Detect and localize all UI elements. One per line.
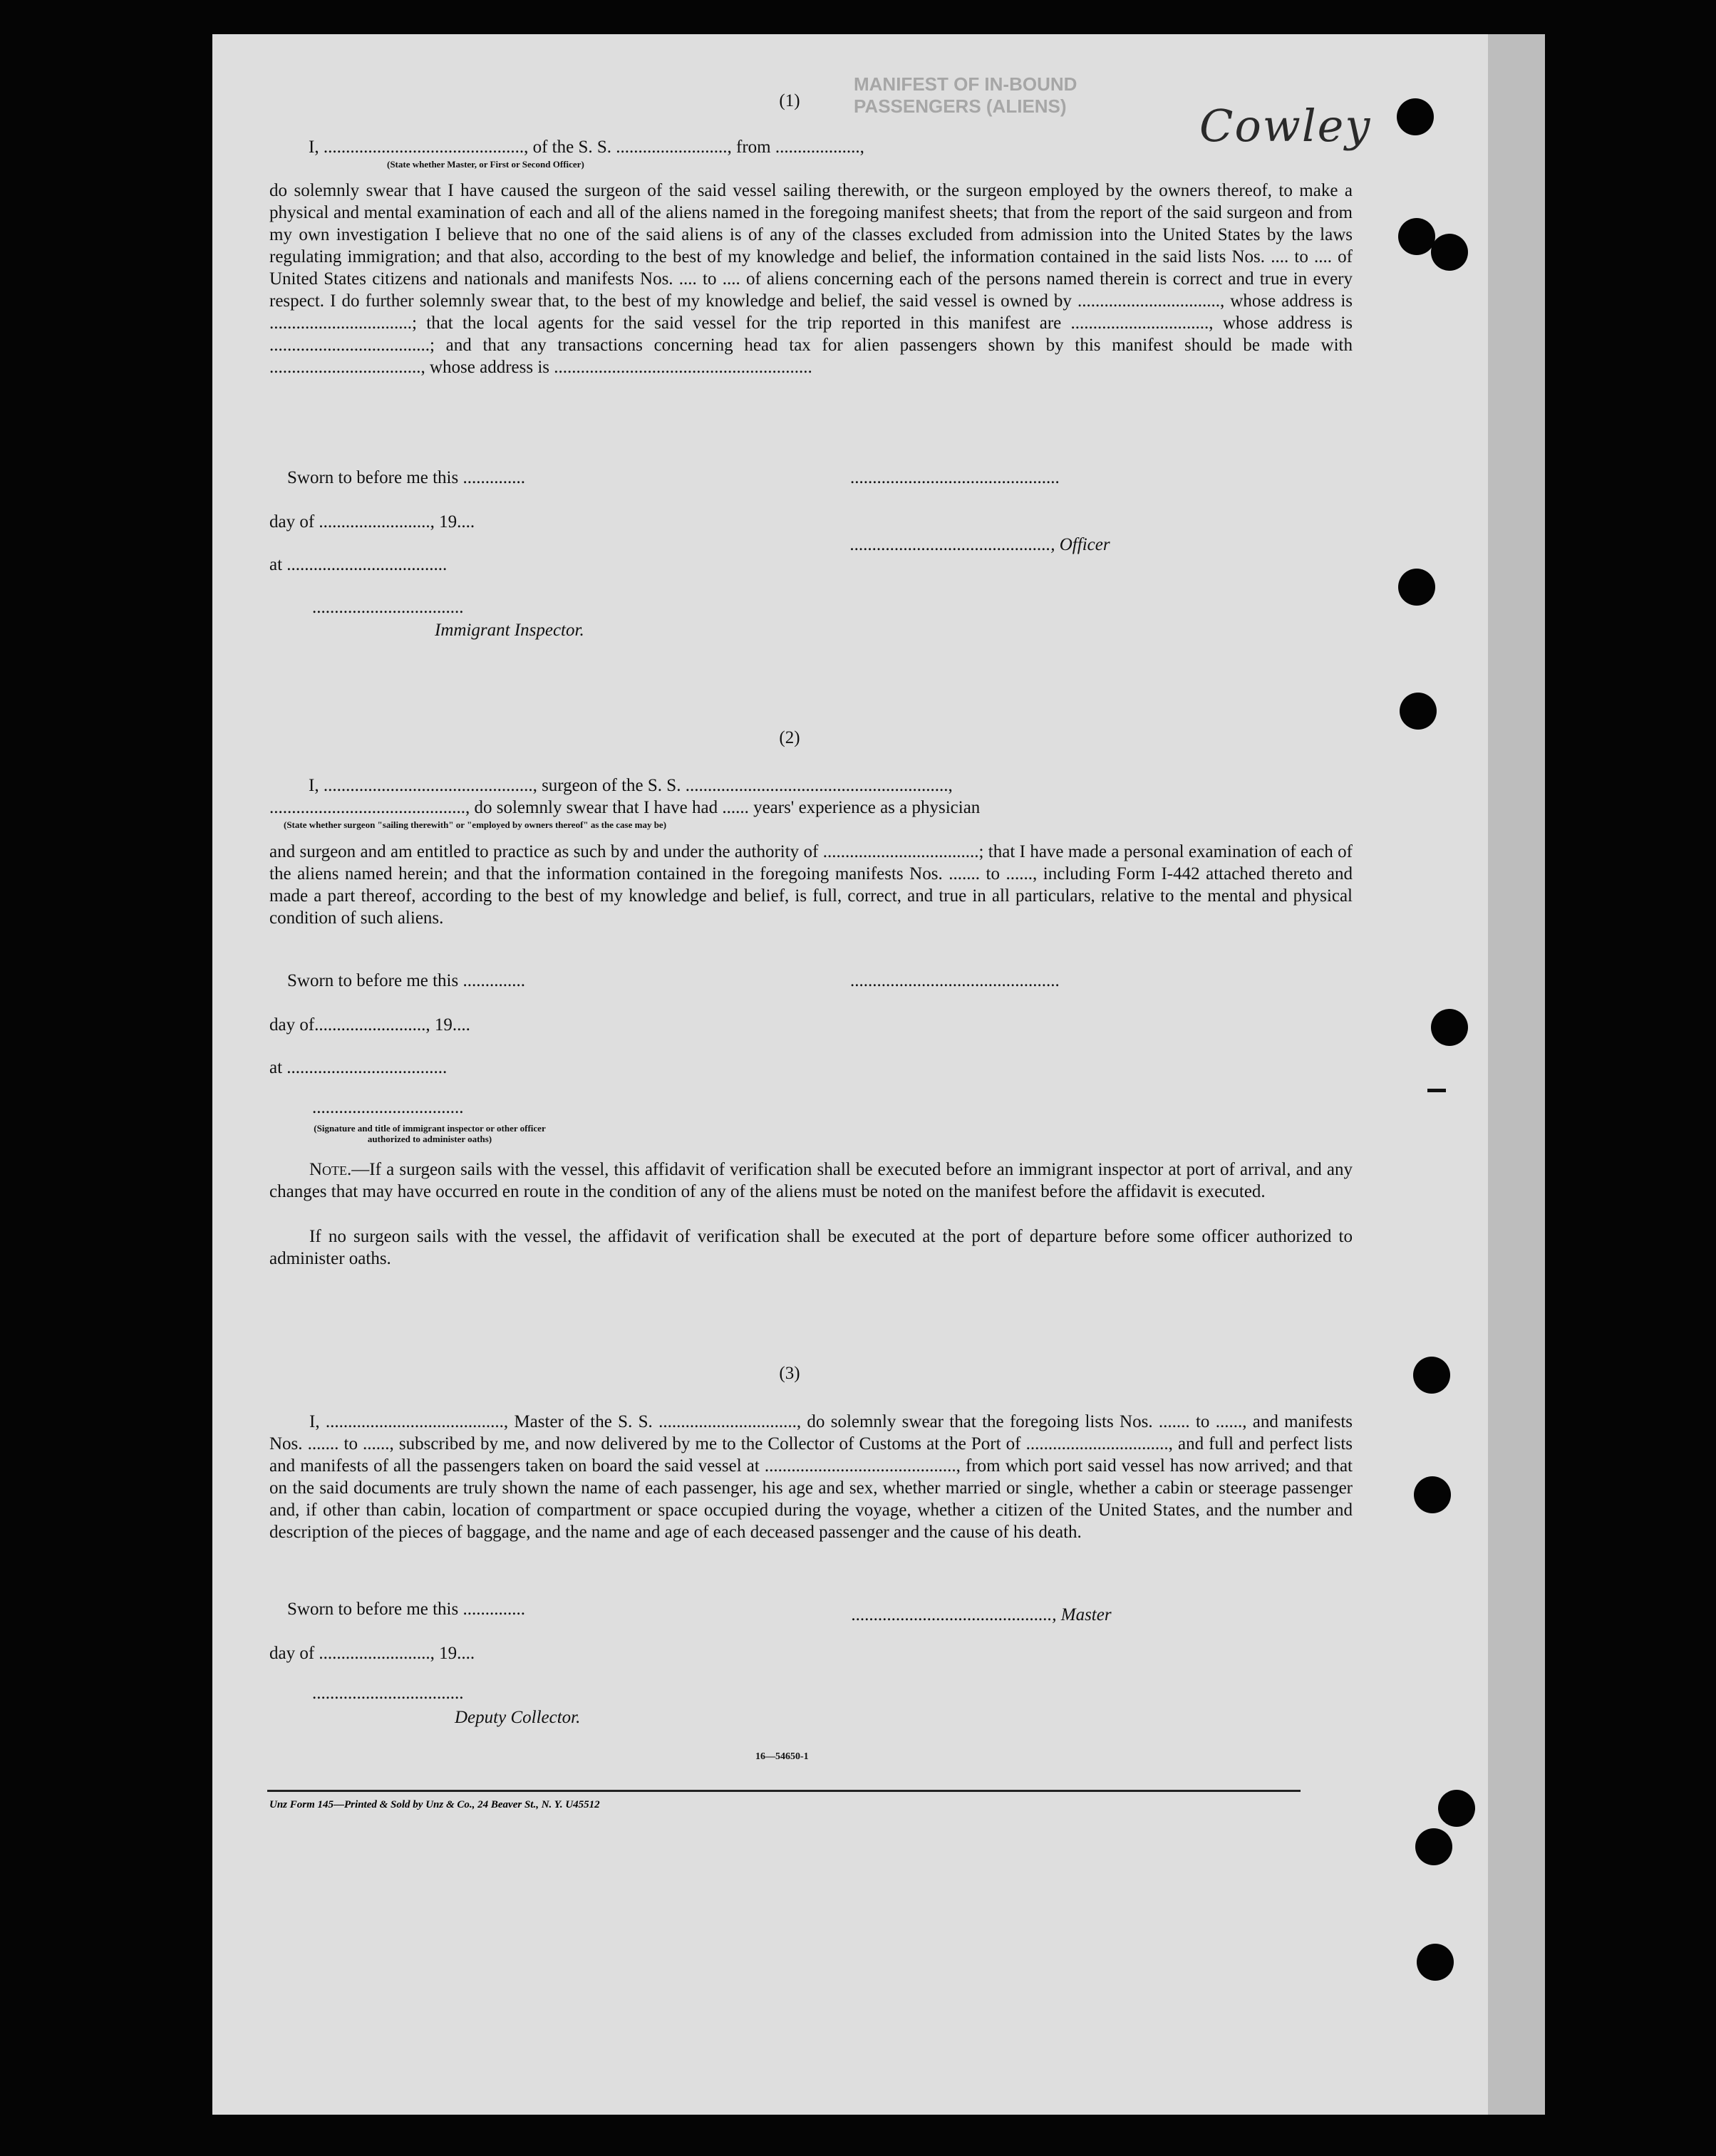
- binder-hole: [1415, 1828, 1452, 1865]
- binder-hole: [1417, 1944, 1454, 1981]
- section-2-inspector-line: ..................................: [312, 1098, 464, 1117]
- section-1-number: (1): [779, 91, 800, 110]
- note-2-text: If no surgeon sails with the vessel, the affidavit of verification shall be executed at the port of departure before some officer authorized to administer oaths.: [269, 1227, 1353, 1268]
- binder-hole: [1400, 693, 1437, 730]
- section-1-inspector-line: ..................................: [312, 598, 464, 617]
- section-2-line2: ............................................, do solemnly swear that I have had ...... years' experience as a physician: [269, 798, 981, 817]
- section-1-body: do solemnly swear that I have caused the surgeon of the said vessel sailing therewith, or the surgeon employed by the owners thereof, to make a physical and mental examination of each and all of the aliens named in the foregoing manifest sheets; that from the report of the said surgeon and from my own investigation I believe that no one of the said aliens is of any of the classes excluded from admission into the United States by the laws regulating immigration; and that also, according to the best of my knowledge and belief, the information contained in the said lists Nos. .... to .... of United States citizens and nationals and manifests Nos. .... to .... of aliens concerning each of the persons named therein is correct and true in every respect. I do further solemnly swear that, to the best of my knowledge and belief, the said vessel is owned by ................................, whose address is ................................; that the local agents for the said vessel for the trip reported in this manifest are ..............................., whose address is ....................................; and that any transactions concerning head tax for alien passengers shown by this manifest should be made with .................................., whose address is ..........................................................: [269, 181, 1353, 377]
- form-code: 16—54650-1: [755, 1751, 809, 1762]
- section-3-collector-label: Deputy Collector.: [455, 1708, 581, 1727]
- binder-hole: [1398, 218, 1435, 255]
- binder-hole: [1398, 569, 1435, 606]
- section-3-body: [269, 1411, 1353, 1543]
- section-2-body: and surgeon and am entitled to practice as such by and under the authority of ...................................; that I have made a personal examination of each of the aliens named herein; and that the information contained in the foregoing manifests Nos. ....... to ......, including Form I-442 attached thereto and made a part thereof, according to the best of my knowledge and belief, is full, correct, and true in all particulars, relative to the mental and physical condition of such aliens.: [269, 842, 1353, 928]
- edge-mark: [1427, 1089, 1446, 1092]
- note-paragraph-1: [269, 1159, 1353, 1203]
- footer-rule: [267, 1790, 1301, 1792]
- binding-strip: [1488, 34, 1545, 2115]
- handwritten-name: Cowley: [1199, 100, 1372, 152]
- section-2-at: at ....................................: [269, 1058, 448, 1077]
- section-1-sworn: Sworn to before me this ..............: [287, 468, 525, 487]
- section-2-sworn: Sworn to before me this ..............: [287, 971, 525, 990]
- faded-header-text: MANIFEST OF IN-BOUND PASSENGERS (ALIENS): [854, 73, 1077, 117]
- section-1-oath-note: (State whether Master, or First or Second Officer): [387, 159, 584, 170]
- section-2-line1: I, ..............................................., surgeon of the S. S. ...........................................................,: [309, 776, 953, 795]
- section-3-number: (3): [779, 1364, 800, 1383]
- binder-hole: [1414, 1476, 1451, 1513]
- binder-hole: [1413, 1357, 1450, 1394]
- section-3-master-line: ............................................., Master: [852, 1605, 1112, 1624]
- section-3-sworn: Sworn to before me this ..............: [287, 1600, 525, 1619]
- section-1-signature-line: ...............................................: [850, 468, 1060, 487]
- printer-footer: Unz Form 145—Printed & Sold by Unz & Co., 24 Beaver St., N. Y. U45512: [269, 1799, 600, 1810]
- section-2-number: (2): [779, 728, 800, 747]
- binder-hole: [1397, 98, 1434, 135]
- section-1-oath-line: I, ............................................., of the S. S. ........................., from ...................,: [309, 138, 864, 157]
- binder-hole: [1438, 1790, 1475, 1827]
- section-1-day: day of ........................., 19....: [269, 512, 475, 532]
- section-2-signature-line: ...............................................: [850, 971, 1060, 990]
- note-paragraph-2: [269, 1225, 1353, 1270]
- note-label: Note.: [309, 1160, 352, 1179]
- binder-hole: [1431, 1009, 1468, 1046]
- section-1-officer-line: ............................................., Officer: [850, 535, 1110, 554]
- section-1-inspector-label: Immigrant Inspector.: [435, 621, 584, 640]
- section-2-day: day of........................., 19....: [269, 1015, 470, 1035]
- note-text: —If a surgeon sails with the vessel, this affidavit of verification shall be executed before an immigrant inspector at port of arrival, and any changes that may have occurred en route in the condition of any of the aliens must be noted on the manifest before the affidavit is executed.: [269, 1160, 1353, 1201]
- section-2-inspector-note: (Signature and title of immigrant inspector or other officer authorized to administer oaths): [314, 1123, 546, 1144]
- section-3-day: day of ........................., 19....: [269, 1644, 475, 1663]
- binder-hole: [1431, 234, 1468, 271]
- section-2-line2-note: (State whether surgeon "sailing therewith" or "employed by owners thereof" as the case may be): [284, 819, 667, 830]
- section-1-at: at ....................................: [269, 555, 448, 574]
- section-3-collector-line: ..................................: [312, 1684, 464, 1703]
- section-3-body-text: I, ........................................, Master of the S. S. ..............................., do solemnly swear that the foregoing lists Nos. ....... to ......, and manifests Nos. ....... to ......, subscribed by me, and now delivered by me to the Collector of Customs at the Port of ................................, and full and perfect lists and manifests of all the passengers taken on board the said vessel at ..........................................., from which port said vessel has now arrived; and that on the said documents are truly shown the name of each passenger, his age and sex, whether married or single, whether a cabin or steerage passenger and, if other than cabin, location of compartment or space occupied during the voyage, whether a citizen of the United States, and the number and description of the pieces of baggage, and the name and age of each deceased passenger and the cause of his death.: [269, 1412, 1353, 1542]
